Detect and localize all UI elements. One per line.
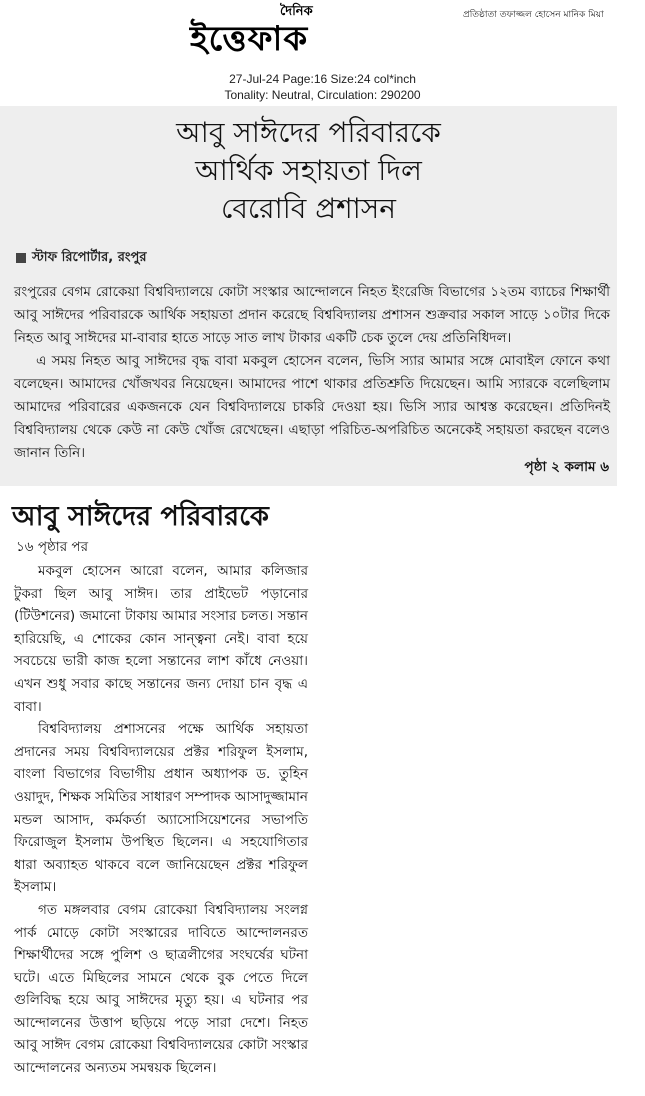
newspaper-masthead <box>185 2 604 68</box>
article-paragraph: এ সময় নিহত আবু সাঈদের বৃদ্ধ বাবা মকবুল হোসেন বলেন, ভিসি স্যার আমার সঙ্গে মোবাইল ফোনে কথা বলেছেন। আমাদের খোঁজখবর নিয়েছেন। আমাদের পাশে থাকার প্রতিশ্রুতি দিয়েছেন। আমি স্যারকে বলেছিলাম আমাদের পরিবারের একজনকে যেন বিশ্ববিদ্যালয়ে চাকরি দেওয়া হয়। ভিসি স্যার আশ্বস্ত করেছেন। প্রতিদিনই বিশ্ববিদ্যালয় থেকে কেউ না কেউ খোঁজ রেখেছেন। এছাড়া পরিচিত-অপরিচিত অনেকেই সহায়তা করছেন বলেও জানান তিনি। <box>14 353 610 461</box>
continuation-paragraph: মকবুল হোসেন আরো বলেন, আমার কলিজার টুকরা ছিল আবু সাঈদ। তার প্রাইভেট পড়ানোর (টিউশনের) জমানো টাকায় আমার সংসার চলত। সন্তান হারিয়েছি, এ শোকের কোন সান্ত্বনা নেই। বাবা হয়ে সবচেয়ে ভারী কাজ হলো সন্তানের লাশ কাঁধে নেওয়া। এখন শুধু সবার কাছে সন্তানের জন্য দোয়া চান বৃদ্ধ এ বাবা। <box>14 563 308 715</box>
continuation-body <box>14 560 308 1080</box>
headline-line: আর্থিক সহায়তা দিল <box>195 154 422 187</box>
continued-from-label: ১৬ পৃষ্ঠার পর <box>16 539 89 555</box>
continuation-paragraph: বিশ্ববিদ্যালয় প্রশাসনের পক্ষে আর্থিক সহায়তা প্রদানের সময় বিশ্ববিদ্যালয়ের প্রক্টর শরিফুল ইসলাম, বাংলা বিভাগের বিভাগীয় প্রধান অধ্যাপক ড. তুহিন ওয়াদুদ, শিক্ষক সমিতির সাধারণ সম্পাদক আসাদুজ্জামান মন্ডল আসাদ, কর্মকর্তা অ্যাসোসিয়েশনের সভাপতি ফিরোজুল ইসলাম উপস্থিত ছিলেন। এ সহযোগিতার ধারা অব্যাহত থাকবে বলে জানিয়েছেন প্রক্টর শরিফুল ইসলাম। <box>14 721 308 896</box>
jump-reference: পৃষ্ঠা ২ কলাম ৬ <box>524 459 609 475</box>
byline <box>16 248 146 269</box>
masthead-small-name: দৈনিক <box>280 4 313 19</box>
article-clip-main <box>0 106 617 486</box>
clip-meta-tonality: Tonality: Neutral, Circulation: 290200 <box>224 88 421 102</box>
article-body <box>14 281 610 465</box>
masthead-logo: ইত্তেফাক <box>190 19 309 59</box>
byline-square-icon <box>16 253 26 263</box>
headline-line: আবু সাঈদের পরিবারকে <box>176 116 441 149</box>
founder-note: প্রতিষ্ঠাতা তফাজ্জল হোসেন মানিক মিয়া <box>463 10 604 20</box>
clip-meta-date-page: 27-Jul-24 Page:16 Size:24 col*inch <box>229 72 416 86</box>
continuation-headline: আবু সাঈদের পরিবারকে <box>12 501 269 532</box>
byline-text: স্টাফ রিপোর্টার, রংপুর <box>32 250 147 265</box>
article-clip-continuation <box>8 494 314 1084</box>
article-headline <box>0 114 617 228</box>
continuation-paragraph: গত মঙ্গলবার বেগম রোকেয়া বিশ্ববিদ্যালয় সংলগ্ন পার্ক মোড়ে কোটা সংস্কারের দাবিতে আন্দোলনরত শিক্ষার্থীদের সঙ্গে পুলিশ ও ছাত্রলীগের সংঘর্ষের ঘটনা ঘটে। এতে মিছিলের সামনে থেকে বুক পেতে দিলে গুলিবিদ্ধ হয়ে আবু সাঈদের মৃত্যু হয়। এ ঘটনার পর আন্দোলনের উত্তাপ ছড়িয়ে পড়ে সারা দেশে। নিহত আবু সাঈদ বেগম রোকেয়া বিশ্ববিদ্যালয়ের কোটা সংস্কার আন্দোলনের অন্যতম সমন্বয়ক ছিলেন। <box>14 901 308 1077</box>
article-paragraph: রংপুরের বেগম রোকেয়া বিশ্ববিদ্যালয়ে কোটা সংস্কার আন্দোলনে নিহত ইংরেজি বিভাগের ১২তম ব্যাচের শিক্ষার্থী আবু সাঈদের পরিবারকে আর্থিক সহায়তা প্রদান করেছে বিশ্ববিদ্যালয় প্রশাসন শুক্রবার সকাল সাড়ে ১০টার দিকে নিহত আবু সাঈদের মা-বাবার হাতে সাড়ে সাত লাখ টাকার একটি চেক তুলে দেয় প্রতিনিধিদল। <box>14 284 610 346</box>
headline-line: বেরোবি প্রশাসন <box>220 192 396 225</box>
